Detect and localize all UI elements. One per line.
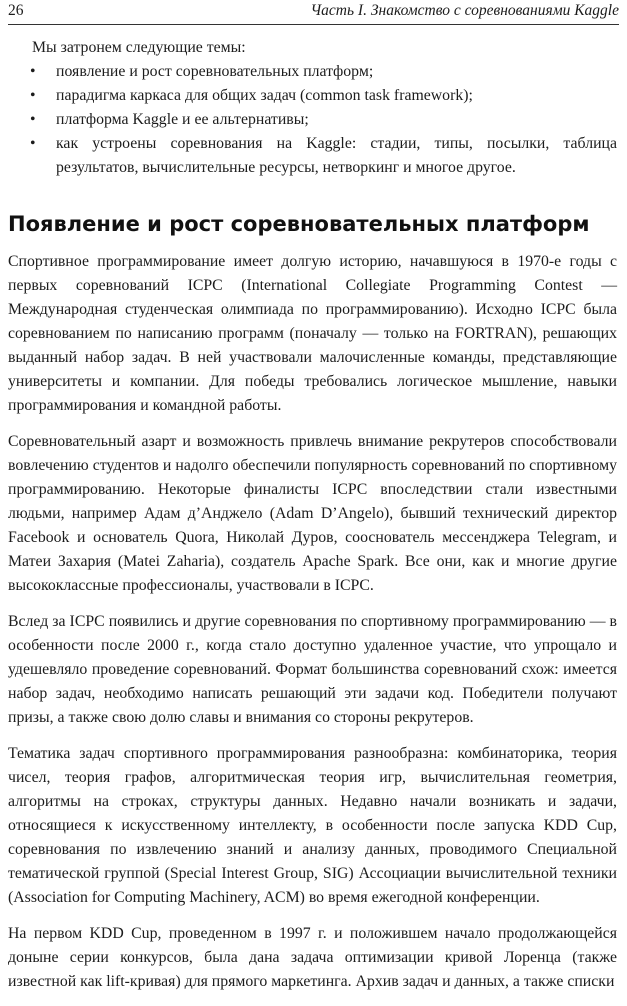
running-title: Часть I. Знакомство с соревнованиями Kaggle xyxy=(310,2,619,19)
bullet-icon: • xyxy=(30,135,36,152)
paragraph: Соревновательный азарт и возможность привлечь внимание рекрутеров способствовали вовлечению студентов и надолго обеспечили популярность соревнований по спортивному программированию. Некоторые финалисты ICPC впоследствии стали известными людьми, например Адам д’Анджело (Adam D’Angelo), бывший технический директор Facebook и основатель Quora, Николай Дуров, сооснователь мессенджера Telegram, и Матеи Захария (Matei Zaharia), создатель Apache Spark. Все они, как и многие другие высококлассные профессионалы, участвовали в ICPC. xyxy=(8,433,617,594)
list-item xyxy=(30,108,617,132)
section-heading: Появление и рост соревновательных платформ xyxy=(8,212,590,236)
bullet-icon: • xyxy=(30,63,36,80)
list-item xyxy=(30,60,617,84)
page-content xyxy=(8,36,617,1006)
list-item xyxy=(30,84,617,108)
paragraph: На первом KDD Cup, проведенном в 1997 г. и положившем начало продолжающейся доныне серии конкурсов, была дана задача оптимизации кривой Лоренца (также известной как lift-кривая) для прямого маркетинга. Архив задач и данных, а также списки xyxy=(8,925,617,990)
page-number: 26 xyxy=(8,2,24,19)
paragraph: Спортивное программирование имеет долгую историю, начавшуюся в 1970-е годы с первых соревнований ICPC (International Collegiate Programming Contest — Международная студенческая олимпиада по программированию). Исходно ICPC была соревнованием по написанию программ (поначалу — только на FORTRAN), решающих выданный набор задач. В ней участвовали малочисленные команды, представляющие университеты и компании. Для победы требовались логическое мышление, навыки программирования и командной работы. xyxy=(8,253,617,414)
list-item xyxy=(30,132,617,180)
paragraph: Тематика задач спортивного программирования разнообразна: комбинаторика, теория чисел, теория графов, алгоритмическая теория игр, вычислительная геометрия, алгоритмы на строках, структуры данных. Недавно начали возникать и задачи, относящиеся к искусственному интеллекту, в особенности после запуска KDD Cup, соревнования по извлечению знаний и анализу данных, проводимого Специальной тематической группой (Special Interest Group, SIG) Ассоциации вычислительной техники (Association for Computing Machinery, ACM) во время ежегодной конференции. xyxy=(8,745,617,906)
bullet-icon: • xyxy=(30,87,36,104)
intro-line: Мы затронем следующие темы: xyxy=(32,39,246,56)
topics-list xyxy=(8,60,617,180)
paragraph: Вслед за ICPC появились и другие соревнования по спортивному программированию — в особенности после 2000 г., когда стало доступно удаленное участие, что упрощало и удешевляло проведение соревнований. Формат большинства соревнований схож: имеется набор задач, необходимо написать решающий эти задачи код. Победители получают призы, а также свою долю славы и внимания со стороны рекрутеров. xyxy=(8,613,617,726)
list-item-text: парадигма каркаса для общих задач (common task framework); xyxy=(56,87,473,104)
list-item-text: платформа Kaggle и ее альтернативы; xyxy=(56,111,309,128)
list-item-text: как устроены соревнования на Kaggle: стадии, типы, посылки, таблица результатов, вычислительные ресурсы, нетворкинг и многое другое. xyxy=(56,135,617,176)
page-header xyxy=(8,0,619,25)
list-item-text: появление и рост соревновательных платформ; xyxy=(56,63,374,80)
bullet-icon: • xyxy=(30,111,36,128)
